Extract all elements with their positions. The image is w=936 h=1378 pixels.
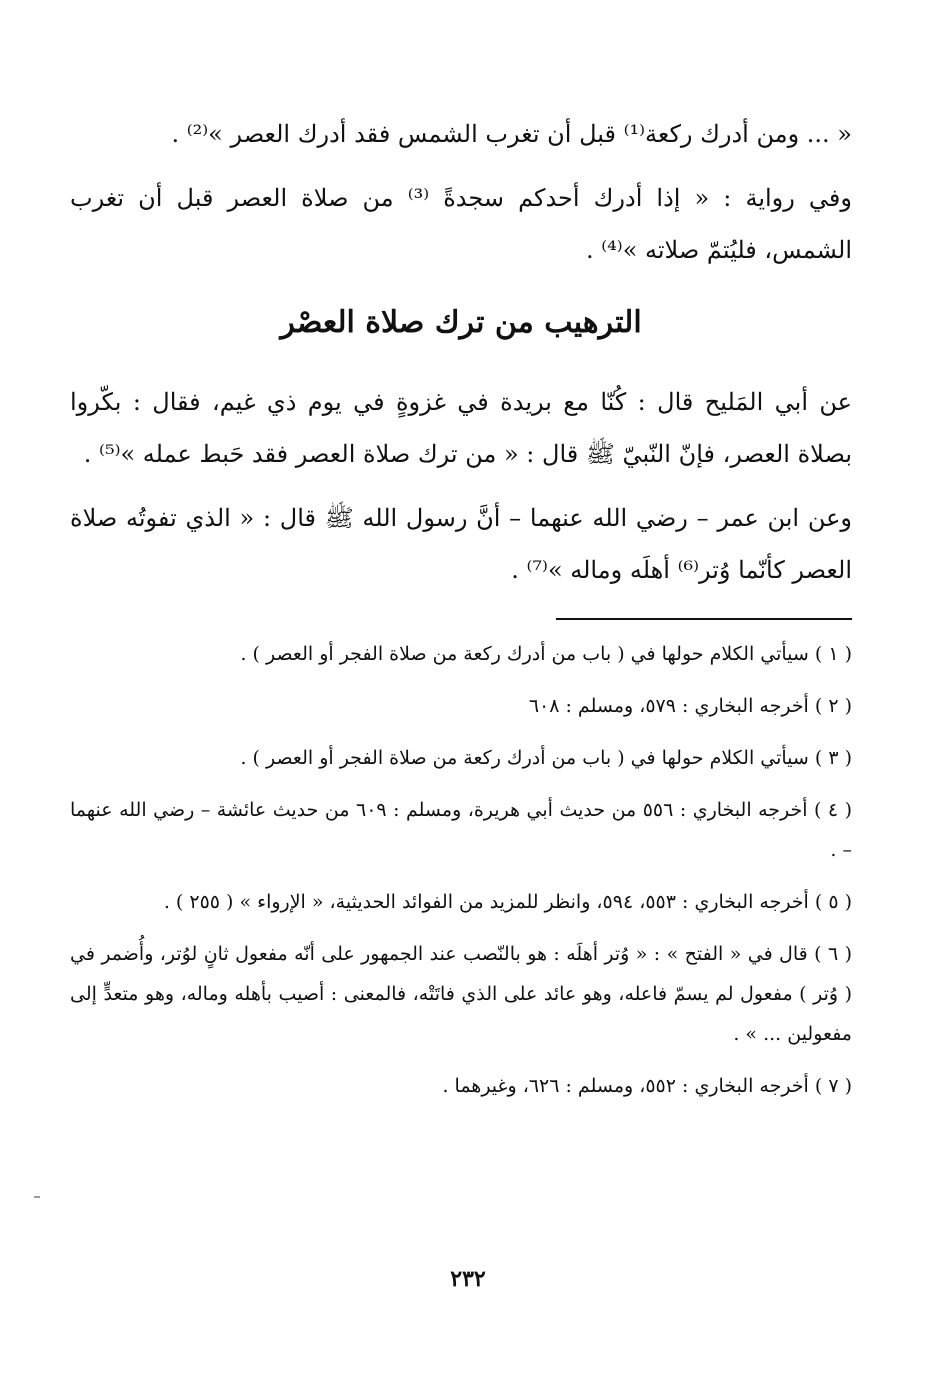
scan-mark <box>34 1196 40 1198</box>
footnote-5: ( ٥ ) أخرجه البخاري : ٥٥٣، ٥٩٤، وانظر للمزيد من الفوائد الحديثية، « الإرواء » ( ٢٥٥ ) . <box>163 891 852 913</box>
narration-paragraph: وفي رواية : « إذا أدرك أحدكم سجدةً ⁽³⁾ من صلاة العصر قبل أن تغرب الشمس، فليُتمّ صلاته »⁽⁴⁾ . <box>70 184 852 264</box>
hadith-paragraph-2: وعن ابن عمر – رضي الله عنهما – أنَّ رسول الله ﷺ قال : « الذي تفوتُه صلاة العصر كأنّما وُتر⁽⁶⁾ أهلَه وماله »⁽⁷⁾ . <box>70 504 852 584</box>
footnote-6: ( ٦ ) قال في « الفتح » : « وُتر أهلَه : هو بالنّصب عند الجمهور على أنّه مفعول ثانٍ لوُتر، وأُضمر في ( وُتر ) مفعول لم يسمّ فاعله، وهو عائد على الذي فاتَتْه، فالمعنى : أصيب بأهله وماله، وهو متعدٍّ إلى مفعولين ... » . <box>70 943 853 1045</box>
footnote-4: ( ٤ ) أخرجه البخاري : ٥٥٦ من حديث أبي هريرة، ومسلم : ٦٠٩ من حديث عائشة – رضي الله عنهما – . <box>70 799 853 861</box>
section-heading: الترهيب من ترك صلاة العصْر <box>280 305 642 340</box>
hadith-paragraph-1: عن أبي المَليح قال : كُنّا مع بريدة في غزوةٍ في يوم ذي غيم، فقال : بكّروا بصلاة العصر، فإنّ النّبيّ ﷺ قال : « من ترك صلاة العصر فقد حَبط عمله »⁽⁵⁾ . <box>70 388 852 468</box>
footnotes-list <box>70 634 852 1106</box>
footnote-7: ( ٧ ) أخرجه البخاري : ٥٥٢، ومسلم : ٦٢٦، وغيرهما . <box>442 1075 852 1097</box>
footnote-divider <box>556 618 852 620</box>
footnote-1: ( ١ ) سيأتي الكلام حولها في ( باب من أدرك ركعة من صلاة الفجر أو العصر ) . <box>240 643 852 665</box>
page-body <box>70 108 852 1118</box>
page-number: ٢٣٢ <box>450 1266 486 1292</box>
intro-hadith-line: « ... ومن أدرك ركعة⁽¹⁾ قبل أن تغرب الشمس فقد أدرك العصر »⁽²⁾ . <box>171 120 852 148</box>
footnote-3: ( ٣ ) سيأتي الكلام حولها في ( باب من أدرك ركعة من صلاة الفجر أو العصر ) . <box>240 747 852 769</box>
footnote-2: ( ٢ ) أخرجه البخاري : ٥٧٩، ومسلم : ٦٠٨ <box>528 695 852 717</box>
